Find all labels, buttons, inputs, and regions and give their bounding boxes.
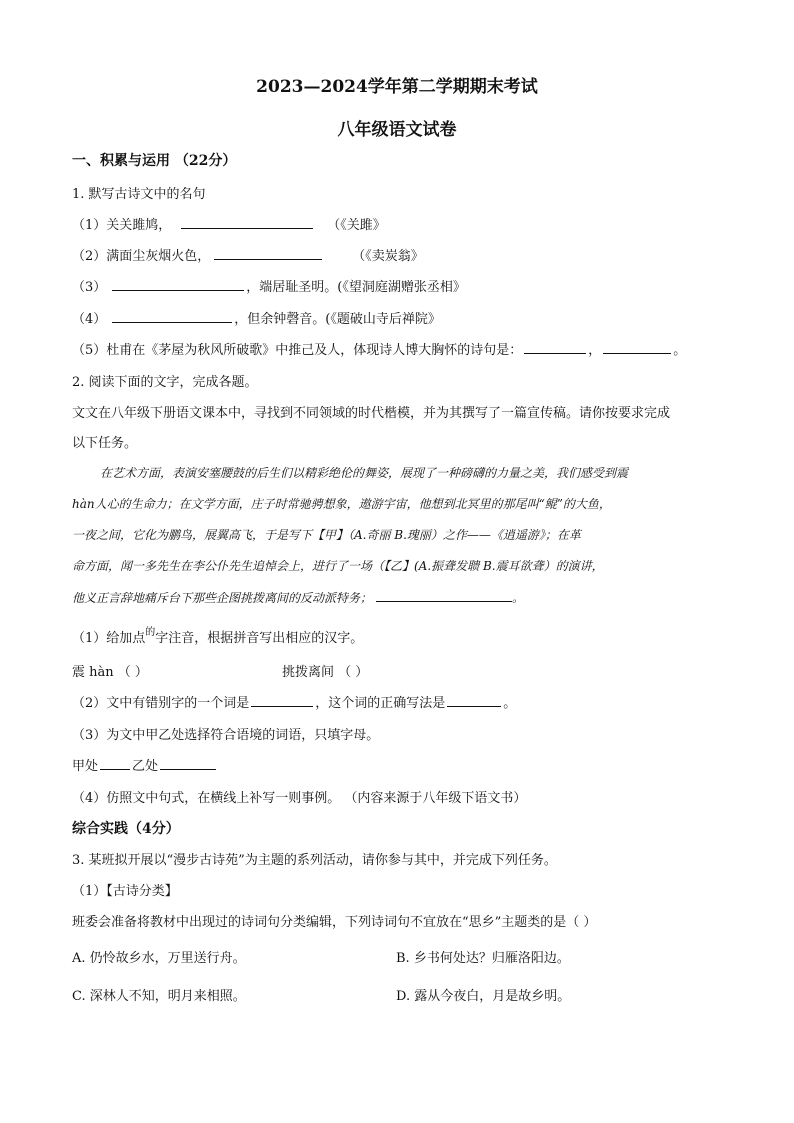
q2-sub-2: （2）文中有错别字的一个词是 ，这个词的正确写法是 。 bbox=[72, 692, 516, 711]
answer-blank[interactable] bbox=[100, 756, 130, 770]
section-1-heading: 一、积累与运用 （22分） bbox=[72, 153, 237, 169]
passage-line-3: 一夜之间，它化为鹏鸟，展翼高飞，于是写下【甲】（A.奇丽 B.瑰丽）之作——《逍遥游》；在革 bbox=[72, 528, 581, 542]
answer-blank[interactable] bbox=[251, 693, 313, 707]
q2-sub-3-answers: 甲处 乙处 bbox=[72, 755, 216, 774]
q1-item-1: （1）关关雎鸠， （《关雎》 bbox=[72, 214, 386, 233]
answer-blank[interactable] bbox=[112, 277, 244, 291]
exam-subtitle: 八年级语文试卷 bbox=[337, 120, 457, 140]
option-b[interactable]: B. 乡书何处达？归雁洛阳边。 bbox=[396, 951, 570, 966]
option-a[interactable]: A. 仍怜故乡水，万里送行舟。 bbox=[72, 951, 246, 966]
q3-question: 班委会准备将教材中出现过的诗词句分类编辑，下列诗词句不宜放在“思乡”主题类的是（ ） bbox=[72, 915, 597, 930]
option-d[interactable]: D. 露从今夜白，月是故乡明。 bbox=[396, 989, 571, 1004]
answer-blank[interactable] bbox=[181, 215, 313, 229]
q3-prompt: 3. 某班拟开展以“漫步古诗苑”为主题的系列活动，请你参与其中，并完成下列任务。 bbox=[72, 853, 557, 868]
q2-prompt: 2. 阅读下面的文字，完成各题。 bbox=[72, 375, 258, 390]
passage-line-4: 命方面，闻一多先生在李公仆先生追悼会上，进行了一场（【乙】(A.振聋发聩 B.震耳欲聋）的演讲， bbox=[72, 559, 604, 573]
answer-blank[interactable] bbox=[376, 588, 512, 602]
q1-prompt: 1. 默写古诗文中的名句 bbox=[72, 187, 206, 202]
answer-blank[interactable] bbox=[524, 340, 586, 354]
q1-item-3: （3） ，端居耻圣明。(《望洞庭湖赠张丞相》 bbox=[72, 276, 466, 295]
option-c[interactable]: C. 深林人不知，明月来相照。 bbox=[72, 989, 246, 1004]
answer-blank[interactable] bbox=[160, 756, 216, 770]
answer-blank[interactable] bbox=[447, 693, 501, 707]
answer-blank[interactable] bbox=[603, 340, 671, 354]
answer-blank[interactable] bbox=[214, 246, 322, 260]
passage-line-5: 他义正言辞地痛斥台下那些企图挑拨离间的反动派特务； 。 bbox=[72, 588, 524, 606]
q2-sub-1: （1）给加点$^的$字注音，根据拼音写出相应的汉字。 bbox=[72, 627, 364, 646]
passage-line-2: hàn人心的生命力；在文学方面，庄子时常驰骋想象，遨游宇宙，他想到北冥里的那尾叫“鲲”的大鱼， bbox=[72, 497, 611, 511]
q1-item-4: （4） ，但余钟磬音。(《题破山寺后禅院》 bbox=[72, 308, 441, 327]
q2-intro-line-2: 以下任务。 bbox=[72, 436, 138, 451]
passage-line-1: 在艺术方面，表演安塞腰鼓的后生们以精彩绝伦的舞姿，展现了一种磅礴的力量之美，我们感受到震 bbox=[100, 466, 629, 480]
q2-sub-1-row-a: 震 hàn （ ） bbox=[72, 665, 148, 680]
q2-sub-3: （3）为文中甲乙处选择符合语境的词语，只填字母。 bbox=[72, 728, 380, 743]
q3-sub-1: （1）【古诗分类】 bbox=[72, 884, 178, 899]
q2-intro-line-1: 文文在八年级下册语文课本中，寻找到不同领域的时代楷模，并为其撰写了一篇宣传稿。请你按要求完成 bbox=[72, 406, 671, 421]
q2-sub-1-row-b: 挑拨离间 （ ） bbox=[282, 665, 369, 680]
q2-sub-4: （4）仿照文中句式，在横线上补写一则事例。 （内容来源于八年级下语文书） bbox=[72, 791, 527, 806]
answer-blank[interactable] bbox=[112, 309, 232, 323]
q1-item-2: （2）满面尘灰烟火色， （《卖炭翁》 bbox=[72, 245, 424, 264]
q1-item-5: （5）杜甫在《茅屋为秋风所破歌》中推己及人，体现诗人博大胸怀的诗句是： ， 。 bbox=[72, 339, 686, 358]
section-2-heading: 综合实践（4分） bbox=[72, 821, 180, 837]
exam-title: 2023—2024学年第二学期期末考试 bbox=[256, 77, 538, 97]
